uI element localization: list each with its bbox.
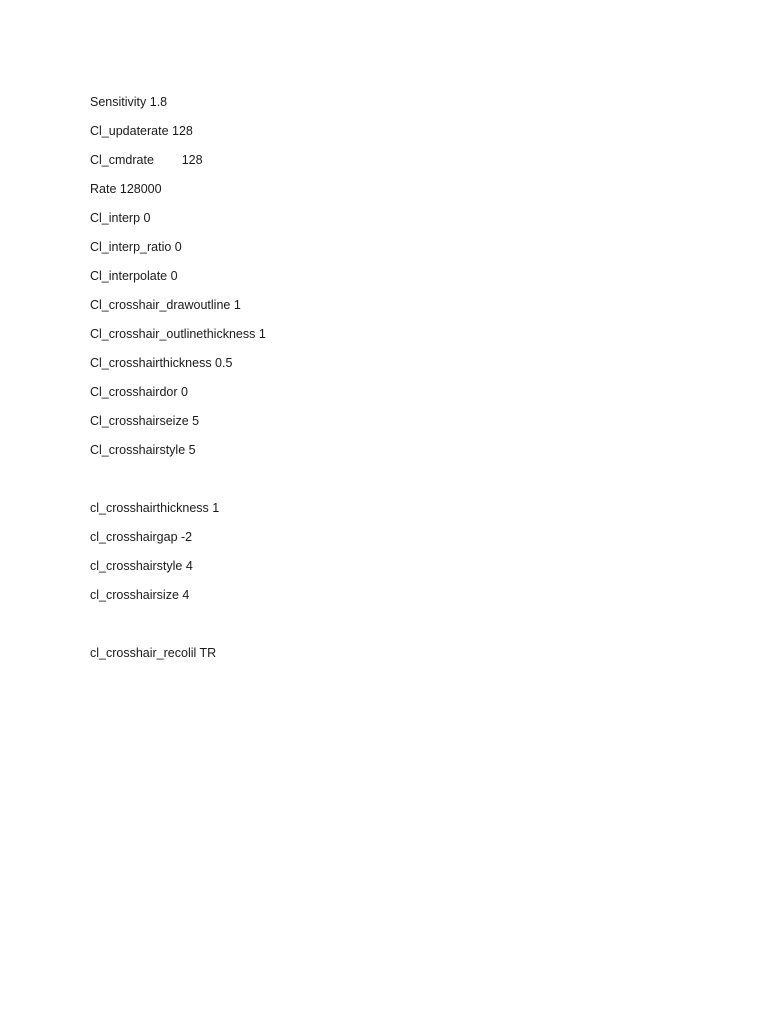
text-line-crosshairseize: Cl_crosshairseize 5 (90, 414, 200, 428)
text-line-crosshairdor: Cl_crosshairdor 0 (90, 385, 188, 399)
text-line-interpolate: Cl_interpolate 0 (90, 269, 178, 283)
blank-line (90, 470, 690, 499)
text-line-sensitivity: Sensitivity 1.8 (90, 95, 168, 109)
text-line-crosshairthickness-2: cl_crosshairthickness 1 (90, 501, 220, 515)
text-line-crosshairstyle-2: cl_crosshairstyle 4 (90, 559, 193, 573)
text-line-crosshairstyle: Cl_crosshairstyle 5 (90, 443, 196, 457)
text-line-crosshair-outlinethickness: Cl_crosshair_outlinethickness 1 (90, 327, 266, 341)
text-line-updaterate: Cl_updaterate 128 (90, 124, 193, 138)
blank-line (90, 615, 690, 644)
text-line-crosshair-recolil: cl_crosshair_recolil TR (90, 646, 217, 660)
text-line-rate: Rate 128000 (90, 182, 162, 196)
text-line-interp-ratio: Cl_interp_ratio 0 (90, 240, 182, 254)
text-line-crosshairsize: cl_crosshairsize 4 (90, 588, 190, 602)
text-line-crosshairthickness: Cl_crosshairthickness 0.5 (90, 356, 233, 370)
text-line-cmdrate: Cl_cmdrate 128 (90, 153, 203, 167)
text-line-crosshairgap: cl_crosshairgap -2 (90, 530, 193, 544)
text-line-interp: Cl_interp 0 (90, 211, 151, 225)
text-line-crosshair-drawoutline: Cl_crosshair_drawoutline 1 (90, 298, 241, 312)
document-body (90, 93, 690, 673)
